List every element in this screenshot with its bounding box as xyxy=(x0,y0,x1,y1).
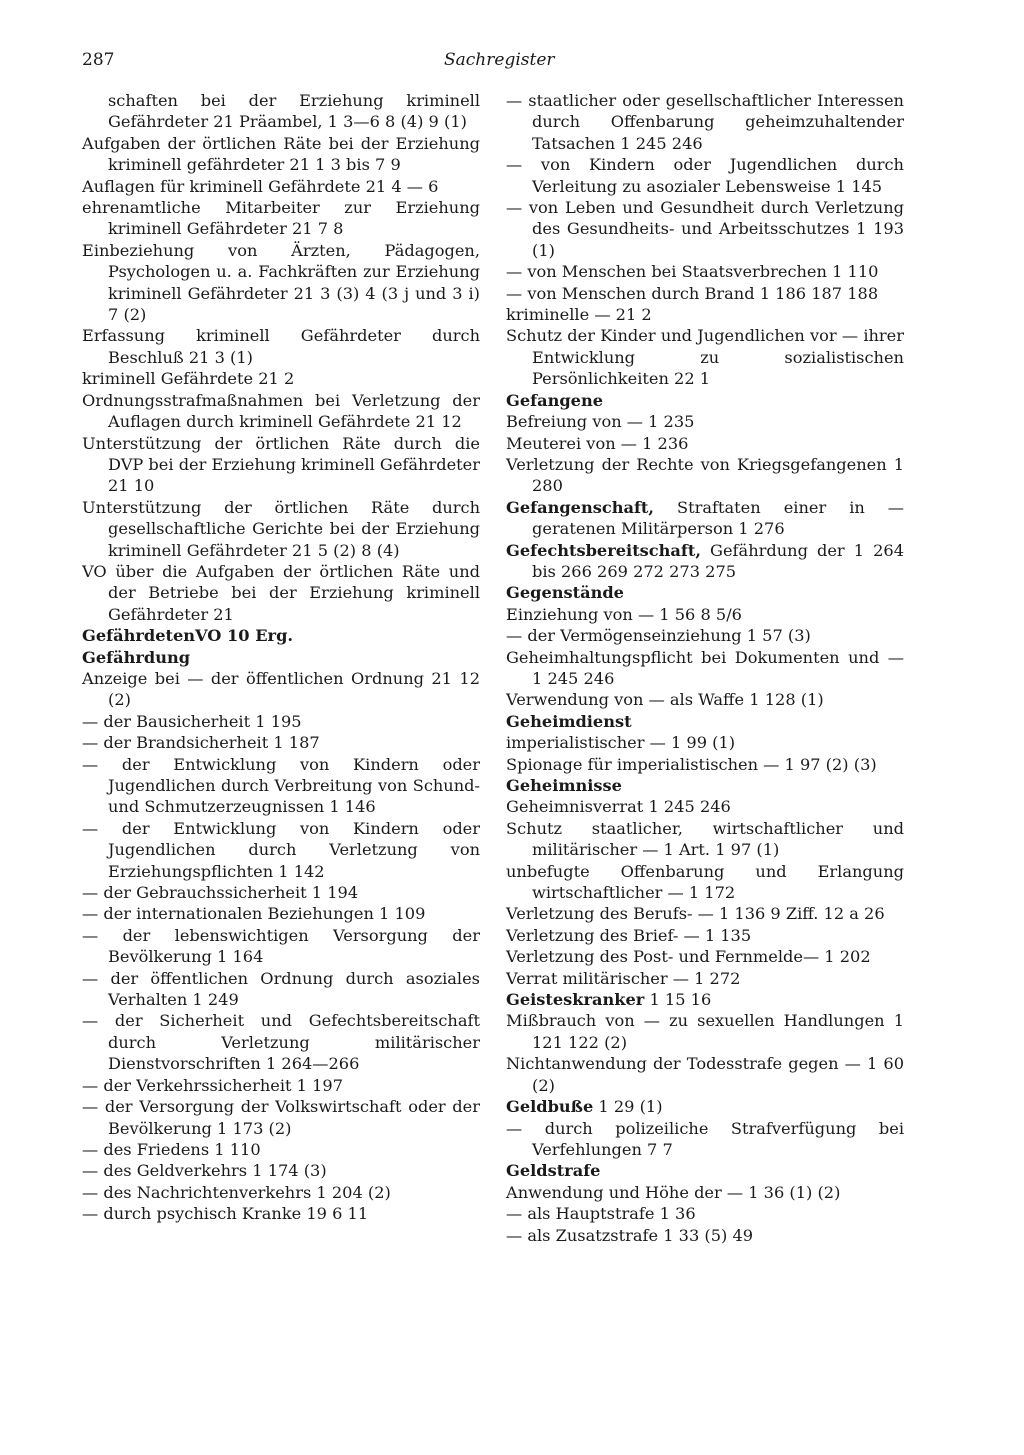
index-entry: Geldbuße 1 29 (1) xyxy=(506,1097,663,1117)
index-heading: Gefährdung xyxy=(82,647,191,667)
index-entry: — des Geldverkehrs 1 174 (3) xyxy=(82,1161,327,1181)
index-entry: Gefangenschaft, Straftaten einer in — geratenen Militärperson 1 276 xyxy=(506,497,904,539)
index-entry: Aufgaben der örtlichen Räte bei der Erziehung kriminell gefährdeter 21 1 3 bis 7 9 xyxy=(82,133,480,175)
index-entry: Nichtanwendung der Todesstrafe gegen — 1 60 (2) xyxy=(506,1054,904,1095)
index-column-left xyxy=(82,90,480,1225)
index-entry: Schutz der Kinder und Jugendlichen vor — ihrer Entwicklung zu sozialistischen Persönlichkeiten 22 1 xyxy=(506,326,904,389)
index-entry: — des Nachrichtenverkehrs 1 204 (2) xyxy=(82,1182,391,1202)
index-entry: — als Zusatzstrafe 1 33 (5) 49 xyxy=(506,1225,754,1245)
index-entry: VO über die Aufgaben der örtlichen Räte und der Betriebe bei der Erziehung kriminell Gefährdeter 21 xyxy=(82,561,480,624)
index-entry: — von Leben und Gesundheit durch Verletzung des Gesundheits- und Arbeitsschutzes 1 193 (1) xyxy=(506,198,904,260)
index-entry: — der Entwicklung von Kindern oder Jugendlichen durch Verbreitung von Schund- und Schmutzerzeugnissen 1 146 xyxy=(82,754,480,817)
index-entry: Geheimhaltungspflicht bei Dokumenten und — 1 245 246 xyxy=(506,647,904,688)
index-entry: — der Versorgung der Volkswirtschaft oder der Bevölkerung 1 173 (2) xyxy=(82,1097,480,1138)
index-entry: — des Friedens 1 110 xyxy=(82,1139,261,1159)
index-entry: Geisteskranker 1 15 16 xyxy=(506,990,712,1010)
index-entry: — der öffentlichen Ordnung durch asoziales Verhalten 1 249 xyxy=(82,968,480,1010)
index-entry: kriminelle — 21 2 xyxy=(506,305,652,325)
index-entry: — staatlicher oder gesellschaftlicher Interessen durch Offenbarung geheimzuhaltender Tatsachen 1 245 246 xyxy=(506,91,904,153)
index-entry: — der Brandsicherheit 1 187 xyxy=(82,733,320,753)
index-heading: Geheimdienst xyxy=(506,711,632,731)
index-entry: Verletzung des Brief- — 1 135 xyxy=(506,925,752,945)
index-keyword: Gefechtsbereitschaft, xyxy=(506,540,701,560)
index-entry: Verrat militärischer — 1 272 xyxy=(506,968,741,988)
index-entry: Unterstützung der örtlichen Räte durch gesellschaftliche Gerichte bei der Erziehung kriminell Gefährdeter 21 5 (2) 8 (4) xyxy=(82,497,480,560)
index-entry: Geheimnisverrat 1 245 246 xyxy=(506,797,731,817)
index-entry: Erfassung kriminell Gefährdeter durch Beschluß 21 3 (1) xyxy=(82,326,480,367)
index-entry: Einbeziehung von Ärzten, Pädagogen, Psychologen u. a. Fachkräften zur Erziehung kriminell Gefährdeter 21 3 (3) 4 (3 j und 3 i) 7 (2) xyxy=(82,240,480,325)
index-entry-continued: schaften bei der Erziehung kriminell Gefährdeter 21 Präambel, 1 3—6 8 (4) 9 (1) xyxy=(108,91,480,132)
index-entry: — der Gebrauchssicherheit 1 194 xyxy=(82,883,359,903)
index-entry: Verletzung des Berufs- — 1 136 9 Ziff. 12 a 26 xyxy=(506,904,885,924)
index-entry: — der internationalen Beziehungen 1 109 xyxy=(82,904,426,924)
index-entry: Mißbrauch von — zu sexuellen Handlungen 1 121 122 (2) xyxy=(506,1011,904,1052)
index-column-right xyxy=(506,90,904,1246)
index-entry: — als Hauptstrafe 1 36 xyxy=(506,1204,696,1224)
index-entry: — der Vermögenseinziehung 1 57 (3) xyxy=(506,626,811,646)
index-entry: — der Verkehrssicherheit 1 197 xyxy=(82,1075,344,1095)
page-number: 287 xyxy=(82,50,115,70)
index-entry: Auflagen für kriminell Gefährdete 21 4 — 6 xyxy=(82,176,439,196)
index-entry: unbefugte Offenbarung und Erlangung wirtschaftlicher — 1 172 xyxy=(506,861,904,903)
index-heading: GefährdetenVO 10 Erg. xyxy=(82,626,294,646)
index-entry: Ordnungsstrafmaßnahmen bei Verletzung der Auflagen durch kriminell Gefährdete 21 12 xyxy=(82,390,480,432)
page-header xyxy=(82,50,555,76)
index-keyword: Geisteskranker xyxy=(506,990,645,1010)
index-entry: Anzeige bei — der öffentlichen Ordnung 21 12 (2) xyxy=(82,668,480,710)
index-entry: — der lebenswichtigen Versorgung der Bevölkerung 1 164 xyxy=(82,925,480,967)
index-entry: — von Menschen durch Brand 1 186 187 188 xyxy=(506,283,879,303)
index-entry: Meuterei von — 1 236 xyxy=(506,433,689,453)
index-entry: Schutz staatlicher, wirtschaftlicher und militärischer — 1 Art. 1 97 (1) xyxy=(506,818,904,860)
index-entry: Unterstützung der örtlichen Räte durch die DVP bei der Erziehung kriminell Gefährdeter 21 10 xyxy=(82,433,480,496)
index-entry: kriminell Gefährdete 21 2 xyxy=(82,369,295,389)
index-heading: Geheimnisse xyxy=(506,776,622,795)
index-entry: — der Entwicklung von Kindern oder Jugendlichen durch Verletzung von Erziehungspflichten 1 142 xyxy=(82,818,480,881)
index-keyword: Gefangenschaft, xyxy=(506,497,655,517)
index-entry: Einziehung von — 1 56 8 5/6 xyxy=(506,604,742,624)
index-entry: — durch polizeiliche Strafverfügung bei Verfehlungen 7 7 xyxy=(506,1118,904,1159)
index-entry: ehrenamtliche Mitarbeiter zur Erziehung kriminell Gefährdeter 21 7 8 xyxy=(82,198,480,239)
index-entry: — von Kindern oder Jugendlichen durch Verleitung zu asozialer Lebensweise 1 145 xyxy=(506,155,904,196)
index-entry: Befreiung von — 1 235 xyxy=(506,412,695,432)
index-entry: — durch psychisch Kranke 19 6 11 xyxy=(82,1204,369,1224)
index-entry: Verletzung der Rechte von Kriegsgefangenen 1 280 xyxy=(506,454,904,496)
index-entry: — der Bausicherheit 1 195 xyxy=(82,711,302,731)
index-heading: Geldstrafe xyxy=(506,1161,601,1181)
index-entry: imperialistischer — 1 99 (1) xyxy=(506,733,736,753)
index-entry: Anwendung und Höhe der — 1 36 (1) (2) xyxy=(506,1182,841,1202)
index-entry: Gefechtsbereitschaft, Gefährdung der 1 264 bis 266 269 272 273 275 xyxy=(506,540,904,581)
index-entry: Spionage für imperialistischen — 1 97 (2) (3) xyxy=(506,754,877,774)
running-head: Sachregister xyxy=(444,50,555,70)
index-entry: Verwendung von — als Waffe 1 128 (1) xyxy=(506,690,824,710)
index-heading: Gegenstände xyxy=(506,583,624,603)
index-heading: Gefangene xyxy=(506,390,604,410)
index-entry: Verletzung des Post- und Fernmelde— 1 202 xyxy=(506,947,871,967)
index-entry: — der Sicherheit und Gefechtsbereitschaft durch Verletzung militärischer Dienstvorschriften 1 264—266 xyxy=(82,1011,480,1074)
index-keyword: Geldbuße xyxy=(506,1097,594,1117)
index-entry: — von Menschen bei Staatsverbrechen 1 110 xyxy=(506,262,879,282)
